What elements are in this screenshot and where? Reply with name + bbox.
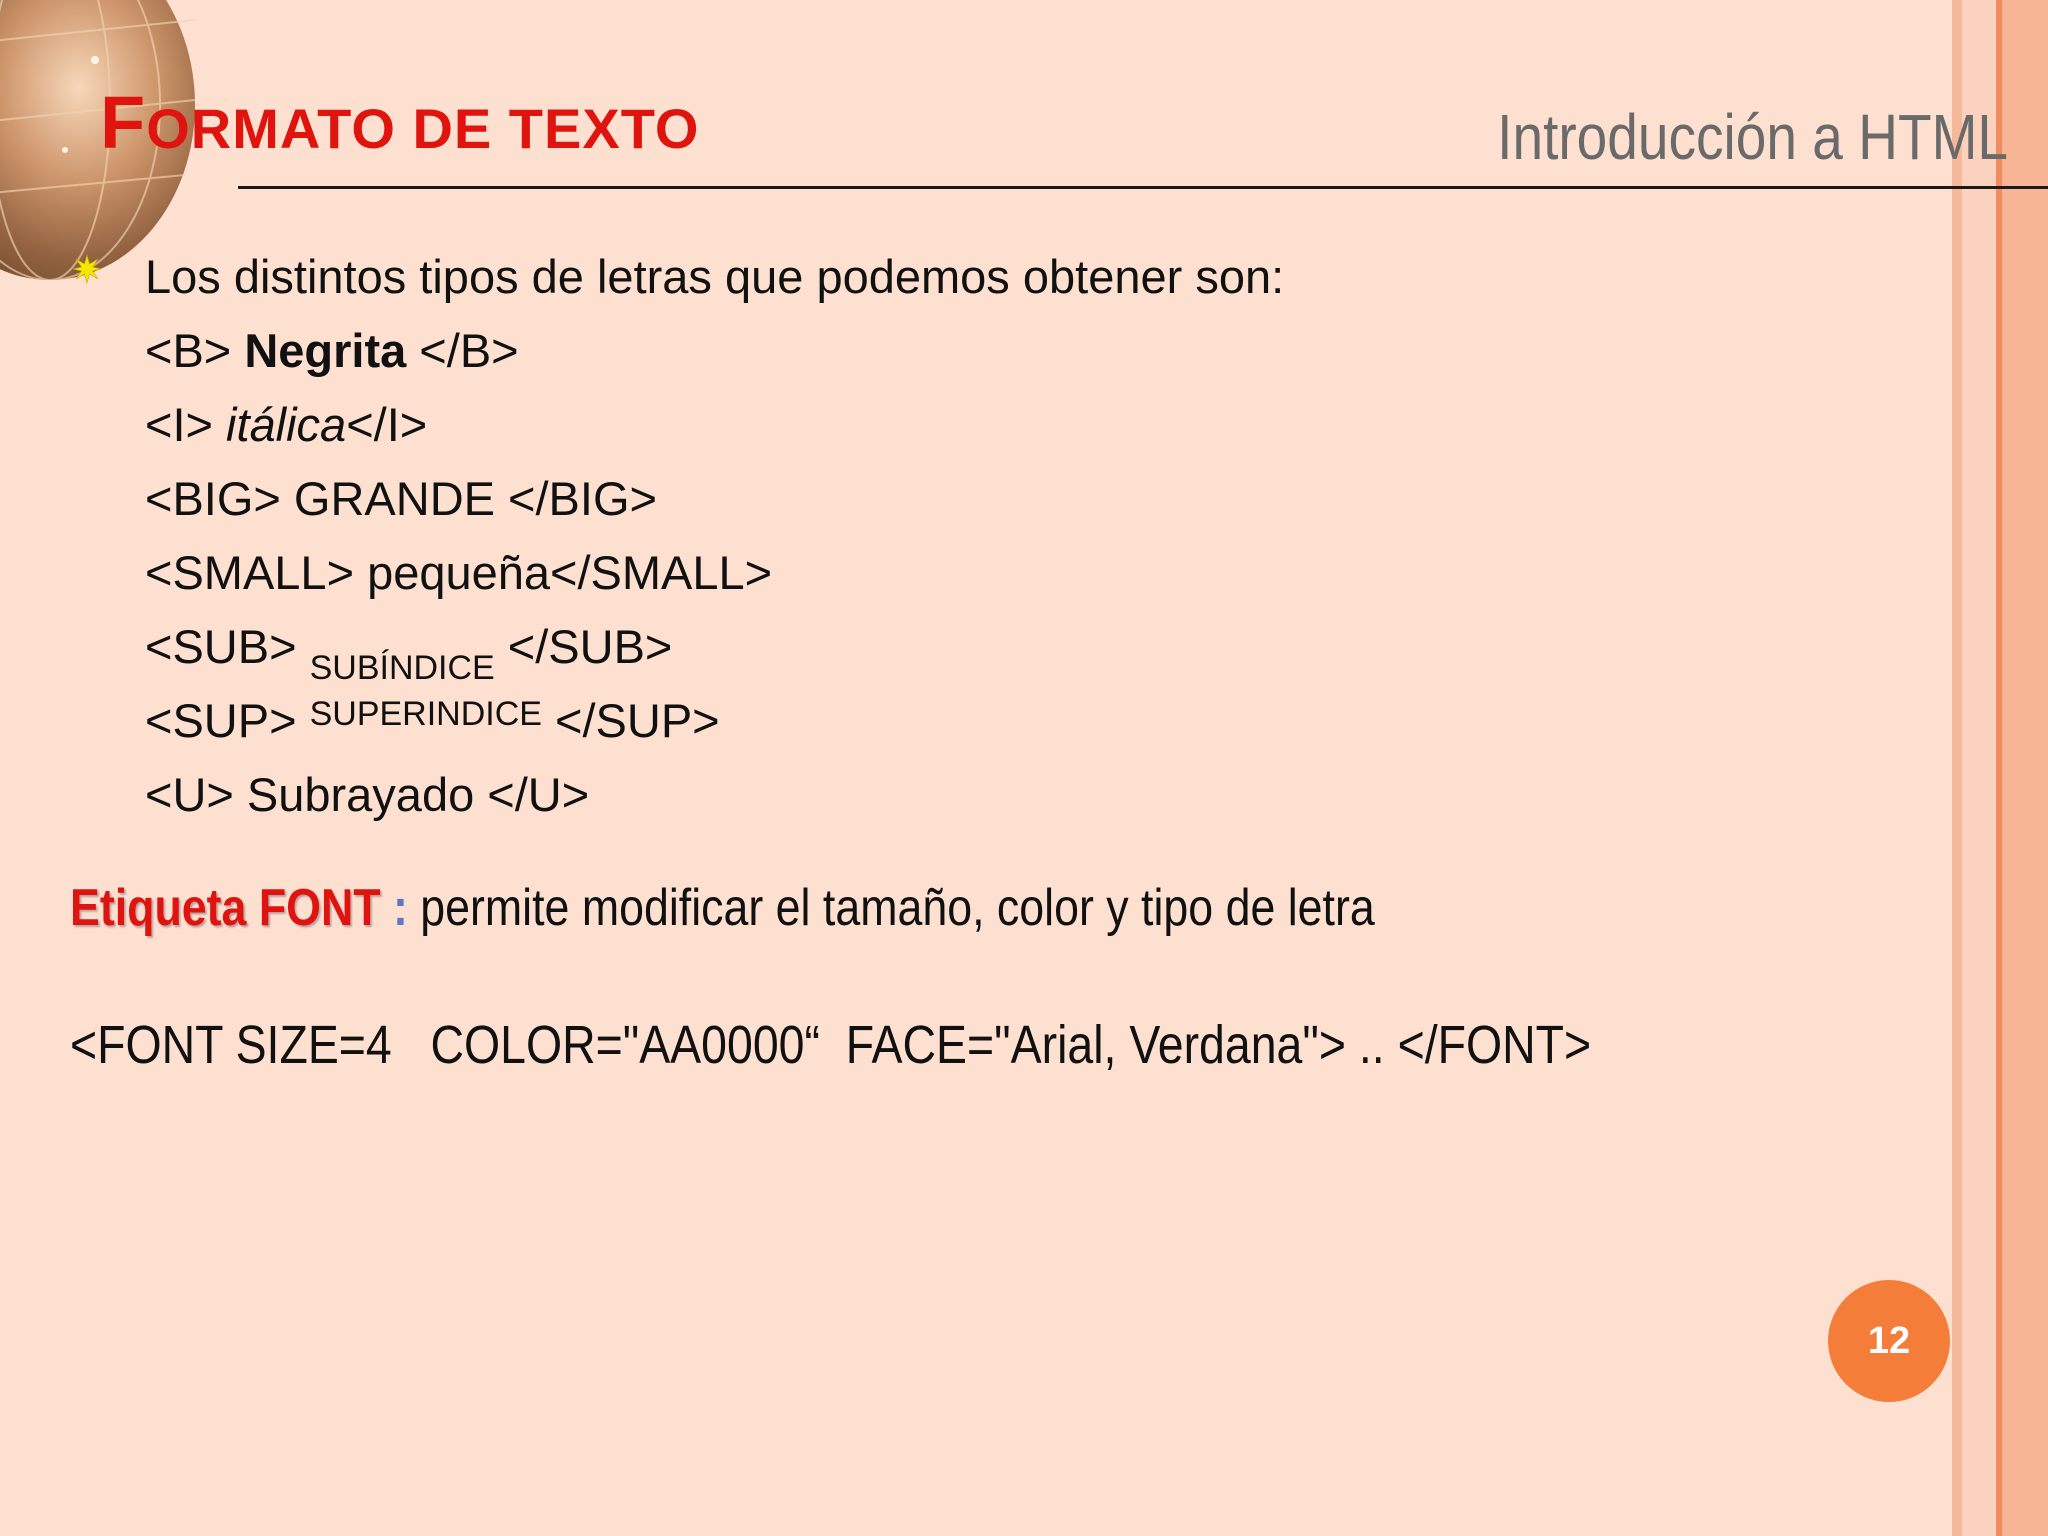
font-tag-label: Etiqueta FONT: [70, 879, 381, 937]
tag-open: <B>: [145, 324, 245, 377]
tag-close: </I>: [346, 398, 428, 451]
bold-sample: Negrita: [244, 324, 407, 377]
list-item-bold: [145, 314, 1284, 388]
tag-open: <SUP>: [145, 694, 310, 747]
list-intro: Los distintos tipos de letras que podemos obtener son:: [145, 250, 1285, 303]
tag-close: </SUB>: [494, 620, 673, 673]
font-tag-colon: :: [380, 879, 408, 937]
subscript-sample: SUBÍNDICE: [309, 649, 495, 687]
list-item-italic: [145, 388, 1284, 462]
italic-sample: itálica: [226, 398, 347, 451]
decorative-stripe: [2002, 0, 2048, 1536]
tag-close: </B>: [406, 324, 519, 377]
title-divider: [238, 186, 2048, 189]
formatting-list: [145, 240, 1284, 832]
slide-title-rest: ORMATO DE TEXTO: [146, 97, 700, 160]
superscript-sample: SUPERINDICE: [309, 695, 542, 733]
slide-title-initial: F: [100, 81, 147, 164]
font-tag-example: <FONT SIZE=4 COLOR="AA0000“ FACE="Arial, Verdana"> .. </FONT>: [70, 1015, 1592, 1075]
font-tag-description: [70, 878, 1375, 938]
decorative-stripe: [1962, 0, 1996, 1536]
list-item-small: <SMALL> pequeña</SMALL>: [145, 546, 773, 599]
font-tag-text: permite modificar el tamaño, color y tipo de letra: [407, 879, 1375, 937]
tag-open: <I>: [145, 398, 227, 451]
list-item-sup: [145, 684, 1284, 758]
list-item-sub: [145, 610, 1284, 687]
slide-title: [100, 80, 699, 165]
page-number-badge: 12: [1828, 1280, 1950, 1402]
tag-open: <SUB>: [145, 620, 310, 673]
tag-close: </SUP>: [541, 694, 720, 747]
starburst-bullet-icon: [72, 254, 102, 284]
slide-subtitle: Introducción a HTML: [1497, 101, 2008, 173]
decorative-stripe: [1952, 0, 1962, 1536]
list-item-big: <BIG> GRANDE </BIG>: [145, 472, 657, 525]
list-item-underline: <U> Subrayado </U>: [145, 768, 590, 821]
